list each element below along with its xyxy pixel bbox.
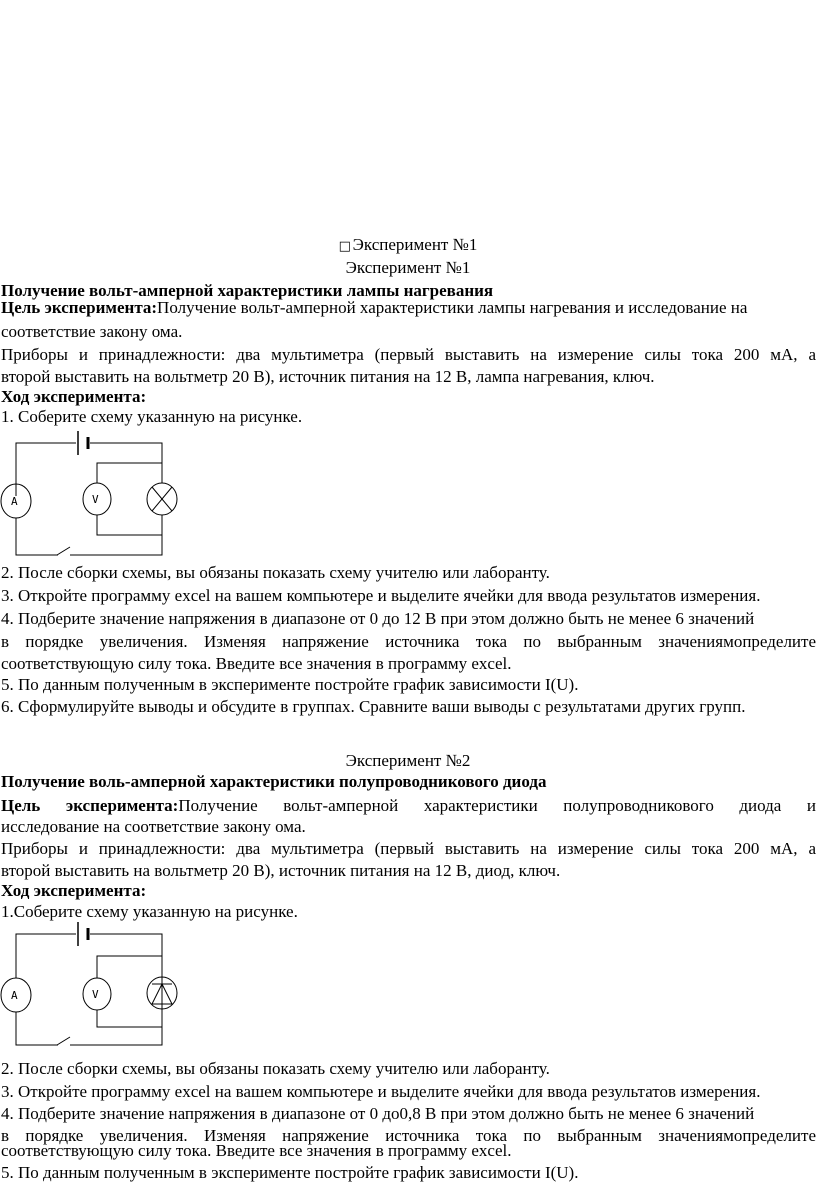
wire-top-left [16,443,76,496]
wire-bottom-left [16,1012,58,1045]
exp2-subtitle: Получение воль-амперной характеристики полупроводникового диода [1,772,547,791]
exp2-step3: 3. Откройте программу excel на вашем компьютере и выделите ячейки для ввода результатов измерения. [1,1082,761,1101]
voltmeter-label: V [92,988,99,1001]
exp1-goal [1,296,816,319]
wire-voltmeter-bottom [97,515,162,535]
exp1-step1: 1. Соберите схему указанную на рисунке. [1,407,303,426]
exp2-equipment-line1: Приборы и принадлежности: два мультиметра (первый выставить на измерение силы тока 200 мА, а [1,839,816,858]
voltmeter-label: V [92,493,99,506]
exp1-goal-cont: соответствие закону ома. [1,322,183,341]
switch-icon [57,547,70,555]
exp2-equipment-line2: второй выставить на вольтметр 20 В), источник питания на 12 В, диод, ключ. [1,861,561,880]
switch-icon [57,1037,70,1045]
exp1-subtitle: Получение вольт-амперной характеристики лампы нагревания [1,281,494,300]
exp2-step4-line2: в порядке увеличения. Изменяя напряжение источника тока по выбранным значениямопределите [1,1126,816,1145]
exp2-goal [1,794,816,817]
exp1-step4-line2: в порядке увеличения. Изменяя напряжение источника тока по выбранным значениямопределите [1,632,816,651]
exp2-goal-label: Цель эксперимента: [1,796,179,815]
exp1-step2: 2. После сборки схемы, вы обязаны показать схему учителю или лаборанту. [1,563,550,582]
exp1-equipment-line2: второй выставить на вольтметр 20 В), источник питания на 12 В, лампа нагревания, ключ. [1,367,655,386]
exp2-goal-cont: исследование на соответствие закону ома. [1,817,306,836]
missing-glyph-icon: □ [338,239,351,254]
circuit-lamp-svg [0,425,200,565]
wire-top-left [16,934,76,978]
wire-voltmeter-top [97,956,162,978]
exp2-step4-line1: 4. Подберите значение напряжения в диапазоне от 0 до0,8 В при этом должно быть не менее 6 значений [1,1104,755,1123]
exp1-title: Эксперимент №1 [345,258,471,277]
exp2-step1: 1.Соберите схему указанную на рисунке. [1,902,298,921]
exp2-progress-label: Ход эксперимента: [1,881,147,900]
ammeter-label: A [11,495,18,508]
wire-voltmeter-bottom [97,1010,162,1027]
circuit-diagram-diode [0,920,200,1050]
exp1-goal-text: Получение вольт-амперной характеристики лампы нагревания и исследование на [157,298,748,317]
exp1-goal-label: Цель эксперимента: [1,298,158,317]
exp2-step5: 5. По данным полученным в эксперименте постройте график зависимости I(U). [1,1163,579,1182]
exp2-step4-line3: соответствующую силу тока. Введите все значения в программу excel. [1,1141,512,1160]
exp1-step6: 6. Сформулируйте выводы и обсудите в группах. Сравните ваши выводы с результатами других групп. [1,697,746,716]
exp1-equipment-line1: Приборы и принадлежности: два мультиметра (первый выставить на измерение силы тока 200 мА, а [1,345,816,364]
exp1-progress-label: Ход эксперимента: [1,387,147,406]
top-heading: □ Эксперимент №1 [0,233,816,258]
exp1-step4-line3: соответствующую силу тока. Введите все значения в программу excel. [1,654,512,673]
circuit-diagram-lamp [0,425,200,555]
exp1-step3: 3. Откройте программу excel на вашем компьютере и выделите ячейки для ввода результатов измерения. [1,586,761,605]
circuit-diode-svg [0,920,200,1060]
exp2-step2: 2. После сборки схемы, вы обязаны показать схему учителю или лаборанту. [1,1059,550,1078]
exp1-step4-line1: 4. Подберите значение напряжения в диапазоне от 0 до 12 В при этом должно быть не менее 6 значений [1,609,755,628]
exp1-step5: 5. По данным полученным в эксперименте постройте график зависимости I(U). [1,675,579,694]
ammeter-label: A [11,989,18,1002]
wire-voltmeter-top [97,463,162,483]
wire-bottom-left [16,518,58,555]
exp2-title: Эксперимент №2 [345,751,471,770]
exp2-goal-text: Получение вольт-амперной характеристики полупроводникового диода и [178,796,816,815]
